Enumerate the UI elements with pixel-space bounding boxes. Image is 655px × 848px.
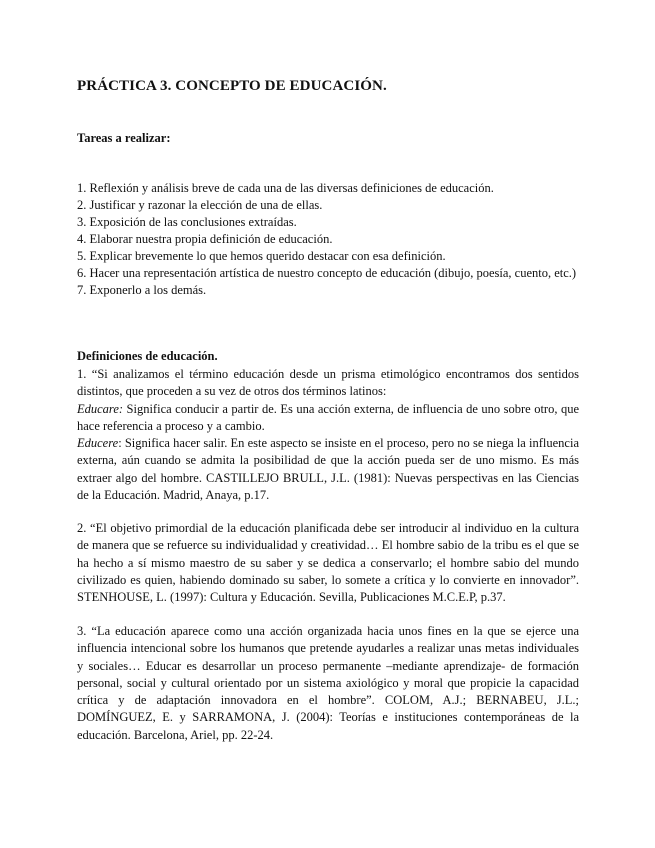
definition-2 <box>77 520 579 606</box>
list-item: 5. Explicar brevemente lo que hemos querido destacar con esa definición. <box>77 249 446 263</box>
list-item: 6. Hacer una representación artística de nuestro concepto de educación (dibujo, poesía, cuento, etc.) <box>77 266 577 280</box>
definition-3-text: 3. “La educación aparece como una acción organizada hacia unos fines en la que se ejerce una influencia intencional sobre los humanos que pretende ayudarles a realizar unas metas individuales y sociales… Educar es desarrollar un proceso permanente –mediante aprendizaje- de formación personal, social y cultural orientado por un sistema axiológico y moral que propicie la capacidad crítica y de adaptación innovadora en el hombre”. COLOM, A.J.; BERNABEU, J.L.; DOMÍNGUEZ, E. y SARRAMONA, J. (2004): Teorías e instituciones contemporáneas de la educación. Barcelona, Ariel, pp. 22-24. <box>77 624 579 742</box>
educare-text: Significa conducir a partir de. Es una acción externa, de influencia de uno sobre otro, que hace referencia a proceso y a cambio. <box>77 401 579 433</box>
educere-text: : Significa hacer salir. En este aspecto se insiste en el proceso, pero no se niega la influencia externa, aún cuando se admita la posibilidad de que la acción pueda ser de uno mismo. Es más extraer algo del hombre. CASTILLEJO BRULL, J.L. (1981): Nuevas perspectivas en las Ciencias de la Educación. Madrid, Anaya, p.17. <box>77 436 579 503</box>
educere-term: Educere <box>77 436 119 451</box>
page-title: PRÁCTICA 3. CONCEPTO DE EDUCACIÓN. <box>77 78 387 94</box>
list-item: 3. Exposición de las conclusiones extraídas. <box>77 215 297 229</box>
definition-1 <box>77 366 579 504</box>
list-item: 1. Reflexión y análisis breve de cada una de las diversas definiciones de educación. <box>77 181 494 195</box>
definitions-heading: Definiciones de educación. <box>77 349 218 363</box>
list-item: 4. Elaborar nuestra propia definición de educación. <box>77 232 333 246</box>
list-item: 7. Exponerlo a los demás. <box>77 283 207 297</box>
definition-1-educere <box>77 435 579 504</box>
definition-3 <box>77 623 579 744</box>
tasks-heading: Tareas a realizar: <box>77 131 171 145</box>
definition-1-educare <box>77 401 579 436</box>
definition-2-text: 2. “El objetivo primordial de la educación planificada debe ser introducir al individuo en la cultura de manera que se refuerce su individualidad y creatividad… El hombre sabio de la tribu es el que se ha hecho a sí mismo maestro de su saber y se dedica a conservarlo; el hombre sabio del mundo civilizado es quien, habiendo dominado su saber, lo somete a crítica y lo convierte en innovador”. STENHOUSE, L. (1997): Cultura y Educación. Sevilla, Publicaciones M.C.E.P, p.37. <box>77 521 579 605</box>
educare-term: Educare: <box>77 401 124 416</box>
definition-1-intro: 1. “Si analizamos el término educación desde un prisma etimológico encontramos dos sentidos distintos, que proceden a su vez de otros dos términos latinos: <box>77 367 579 399</box>
tasks-list <box>77 180 579 299</box>
list-item: 2. Justificar y razonar la elección de una de ellas. <box>77 198 323 212</box>
